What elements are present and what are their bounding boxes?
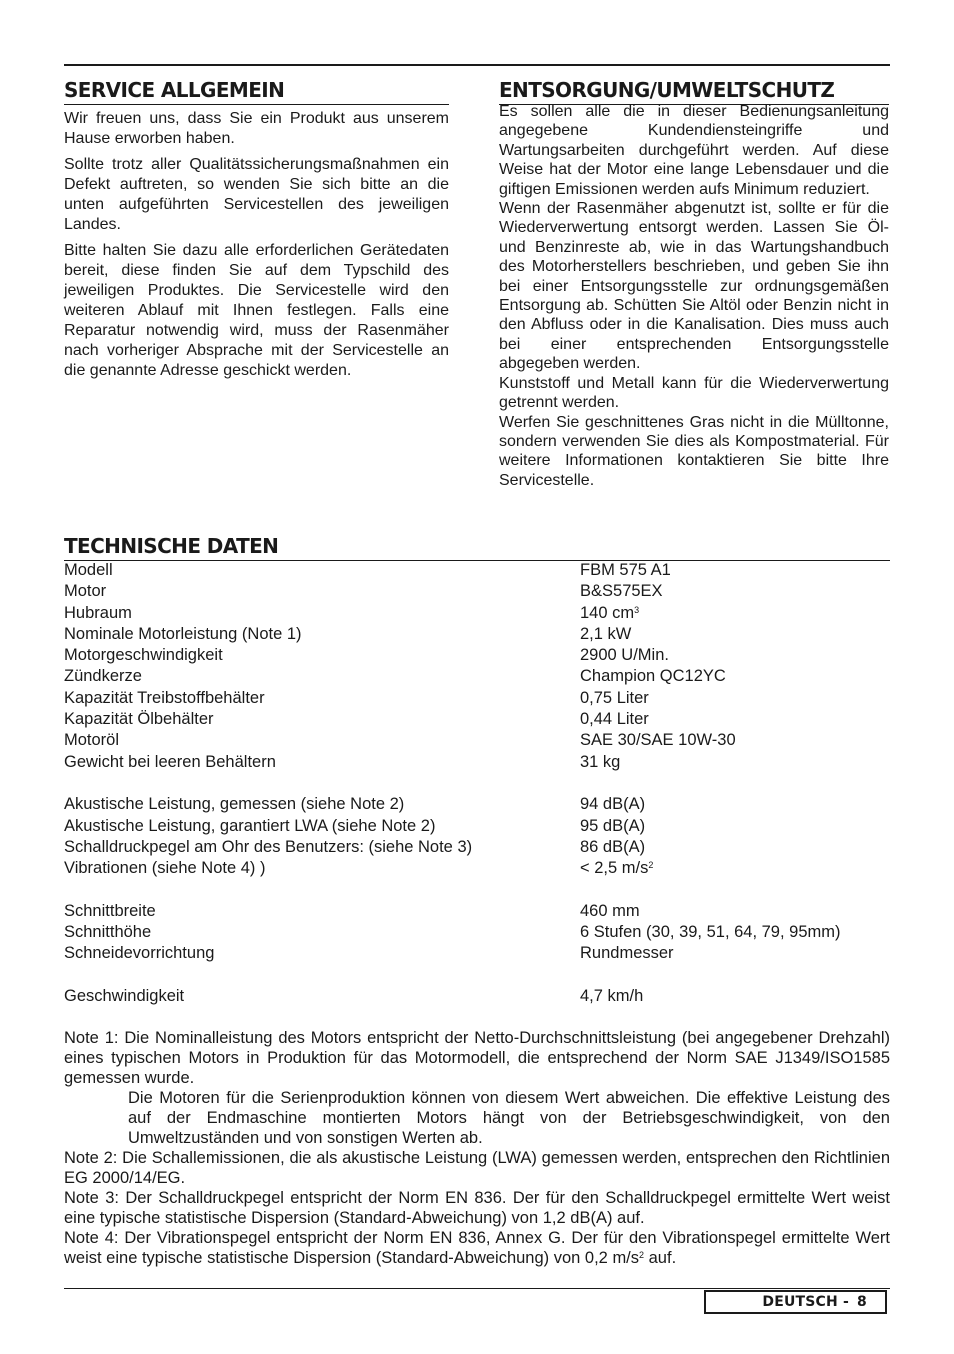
spec-value-text: 140 cm: [580, 603, 635, 622]
spec-value: [580, 986, 643, 1007]
spec-value: [580, 794, 645, 815]
spec-label: Akustische Leistung, garantiert LWA (siehe Note 2): [64, 816, 436, 835]
spec-row: [64, 581, 890, 602]
spec-value-text: FBM 575 A1: [580, 561, 671, 579]
spec-row: [64, 730, 890, 751]
spec-label: Motoröl: [64, 731, 120, 750]
notes-section: [64, 1028, 890, 1268]
service-heading: SERVICE ALLGEMEIN: [64, 78, 285, 102]
spec-label: Schnitthöhe: [64, 923, 152, 942]
spec-value: [580, 858, 653, 879]
spec-label: Nominale Motorleistung (Note 1): [64, 624, 302, 643]
note-text: Die Nominalleistung des Motors entspricht der Netto-Durchschnittsleistung (bei angegebener Drehzahl) eines typischen Motors in Produktion für das Motormodell, die entsprechend der Norm SAE J1349/ISO1585 gemessen wurde.: [64, 1029, 890, 1087]
spec-label: Kapazität Treibstoffbehälter: [64, 688, 265, 707]
spec-value-text: Rundmesser: [580, 944, 674, 963]
superscript: 3: [634, 604, 640, 615]
spec-label: Schneidevorrichtung: [64, 944, 215, 963]
bottom-rule: [64, 1288, 890, 1289]
note-text: Der Vibrationspegel entspricht der Norm EN 836, Annex G. Der für den Vibrationspegel ermittelte Wert weist eine typische statistische Dispersion (Standard-Abweichung) von 0,2 m/s: [64, 1229, 890, 1267]
spec-value: [580, 666, 726, 687]
disposal-paragraph: Wenn der Rasenmäher abgenutzt ist, sollte er für die Wiederverwertung entsorgt werden. Lassen Sie Öl- und Benzinreste ab, wie in das Wartungshandbuch des Motorherstellers beschrieben, und geben Sie ihn bei einer Entsorgungsstelle zur ordnungsgemäßen Entsorgung ab. Schütten Sie Altöl oder Benzin nicht in den Abfluss oder in die Kanalisation. Dies muss auch bei einer entsprechenden Entsorgungsstelle abgegeben werden.: [499, 200, 889, 373]
note-4: [64, 1228, 890, 1268]
spec-value: [580, 709, 649, 730]
service-text: [64, 109, 449, 387]
spec-label: Gewicht bei leeren Behältern: [64, 752, 276, 771]
spec-label: Vibrationen (siehe Note 4) ): [64, 859, 266, 878]
spec-value: [580, 645, 669, 666]
spec-value-text: 86 dB(A): [580, 837, 646, 856]
spec-value-text: 94 dB(A): [580, 795, 646, 814]
service-paragraph: Bitte halten Sie dazu alle erforderlichen Gerätedaten bereit, diese finden Sie auf dem Typschild des jeweiligen Produktes. Die Servicestelle wird den weiteren Ablauf mit Ihnen festlegen. Falls eine Reparatur notwendig wird, muss der Rasenmäher nach vorheriger Absprache mit der Servicestelle an die genannte Adresse geschickt werden.: [64, 242, 449, 379]
spec-row: [64, 688, 890, 709]
spec-label: Motorgeschwindigkeit: [64, 646, 223, 665]
top-rule: [64, 64, 890, 66]
spec-label: Kapazität Ölbehälter: [64, 710, 214, 729]
spacer: [64, 965, 890, 986]
tech-heading: TECHNISCHE DATEN: [64, 534, 279, 558]
spec-row: [64, 666, 890, 687]
spec-row: [64, 901, 890, 922]
superscript: 2: [648, 860, 654, 871]
spec-value: [580, 816, 645, 837]
spec-value: [580, 730, 736, 751]
spec-row: [64, 794, 890, 815]
spec-row: [64, 837, 890, 858]
footer-language: DEUTSCH -: [762, 1294, 850, 1310]
service-paragraph: Sollte trotz aller Qualitätssicherungsmaßnahmen ein Defekt auftreten, so wenden Sie sich bitte an die unten aufgeführten Servicestellen des jeweiligen Landes.: [64, 156, 449, 233]
spec-label: Schalldruckpegel am Ohr des Benutzers: (siehe Note 3): [64, 837, 473, 856]
spec-value: [580, 603, 639, 624]
service-paragraph: Wir freuen uns, dass Sie ein Produkt aus unserem Hause erworben haben.: [64, 110, 449, 147]
spec-value-text: 460 mm: [580, 901, 640, 920]
spec-value-text: 95 dB(A): [580, 816, 646, 835]
spec-value: [580, 943, 674, 964]
note-text: Der Schalldruckpegel entspricht der Norm EN 836. Der für den Schalldruckpegel ermittelte Wert weist eine typische statistische Dispersion (Standard-Abweichung) von 1,2 dB(A) auf.: [64, 1189, 890, 1227]
spec-value: [580, 688, 649, 709]
spec-row: [64, 943, 890, 964]
note-label: Note 3:: [64, 1189, 119, 1207]
spec-value: [580, 837, 645, 858]
spec-row: [64, 986, 890, 1007]
spec-value-text: 4,7 km/h: [580, 986, 644, 1005]
service-heading-rule: [64, 104, 449, 105]
spec-value-text: < 2,5 m/s: [580, 859, 649, 878]
spec-row: [64, 603, 890, 624]
note-text-tail: auf.: [644, 1249, 677, 1267]
tech-specs-table: [64, 560, 890, 1007]
spec-value: [580, 901, 640, 922]
spec-label: Schnittbreite: [64, 901, 156, 920]
note-label: Note 2:: [64, 1149, 118, 1167]
page-number: 8: [857, 1294, 867, 1310]
spec-value-text: SAE 30/SAE 10W-30: [580, 731, 736, 750]
disposal-paragraph: Kunststoff und Metall kann für die Wiederverwertung getrennt werden.: [499, 374, 889, 412]
note-1: [64, 1028, 890, 1148]
note-3: [64, 1188, 890, 1228]
spec-value-text: 0,75 Liter: [580, 688, 649, 707]
spec-value: [580, 581, 663, 602]
spec-value-text: Champion QC12YC: [580, 667, 726, 686]
page-footer: [704, 1290, 887, 1314]
spec-row: [64, 560, 890, 581]
spec-value: [580, 624, 631, 645]
spec-row: [64, 645, 890, 666]
spec-label: Geschwindigkeit: [64, 986, 185, 1005]
spec-value-text: 6 Stufen (30, 39, 51, 64, 79, 95mm): [580, 923, 841, 942]
spec-row: [64, 752, 890, 773]
spec-row: [64, 816, 890, 837]
spec-value-text: 0,44 Liter: [580, 710, 649, 729]
spec-row: [64, 624, 890, 645]
note-text: Die Schallemissionen, die als akustische Leistung (LWA) gemessen werden, entsprechen den Richtlinien EG 2000/14/EG.: [64, 1149, 890, 1187]
disposal-heading: ENTSORGUNG/UMWELTSCHUTZ: [499, 78, 835, 102]
spacer: [64, 773, 890, 794]
spec-value-text: 2,1 kW: [580, 624, 632, 643]
spec-label: Motor: [64, 582, 107, 601]
disposal-paragraph: Werfen Sie geschnittenes Gras nicht in die Mülltonne, sondern verwenden Sie dies als Kompostmaterial. Für weitere Informationen kontaktieren Sie bitte Ihre Servicestelle.: [499, 413, 889, 489]
note-text: Die Motoren für die Serienproduktion können von diesem Wert abweichen. Die effektive Leistung des auf der Endmaschine montierten Motors hängt von der Betriebsgeschwindigkeit, von den Umweltzuständen und von sonstigen Werten ab.: [128, 1089, 890, 1147]
note-label: Note 1:: [64, 1029, 119, 1047]
spec-value: [580, 560, 671, 581]
disposal-paragraph: Es sollen alle die in dieser Bedienungsanleitung angegebene Kundendiensteingriffe und Wartungsarbeiten durchgeführt werden. Auf diese Weise hat der Motor eine lange Lebensdauer und die giftigen Emissionen werden aufs Minimum reduziert.: [499, 103, 889, 198]
spec-value-text: B&S575EX: [580, 582, 663, 601]
spec-label: Modell: [64, 561, 113, 579]
spec-row: [64, 858, 890, 879]
spec-row: [64, 709, 890, 730]
note-label: Note 4:: [64, 1229, 119, 1247]
superscript: 2: [639, 1250, 645, 1260]
disposal-text: [499, 102, 889, 490]
note-2: [64, 1148, 890, 1188]
spec-label: Hubraum: [64, 603, 132, 622]
spec-value: [580, 922, 841, 943]
spec-label: Zündkerze: [64, 667, 142, 686]
spacer: [64, 879, 890, 900]
spec-label: Akustische Leistung, gemessen (siehe Note 2): [64, 795, 405, 814]
spec-row: [64, 922, 890, 943]
spec-value-text: 2900 U/Min.: [580, 646, 669, 665]
spec-value: [580, 752, 620, 773]
spec-value-text: 31 kg: [580, 752, 621, 771]
